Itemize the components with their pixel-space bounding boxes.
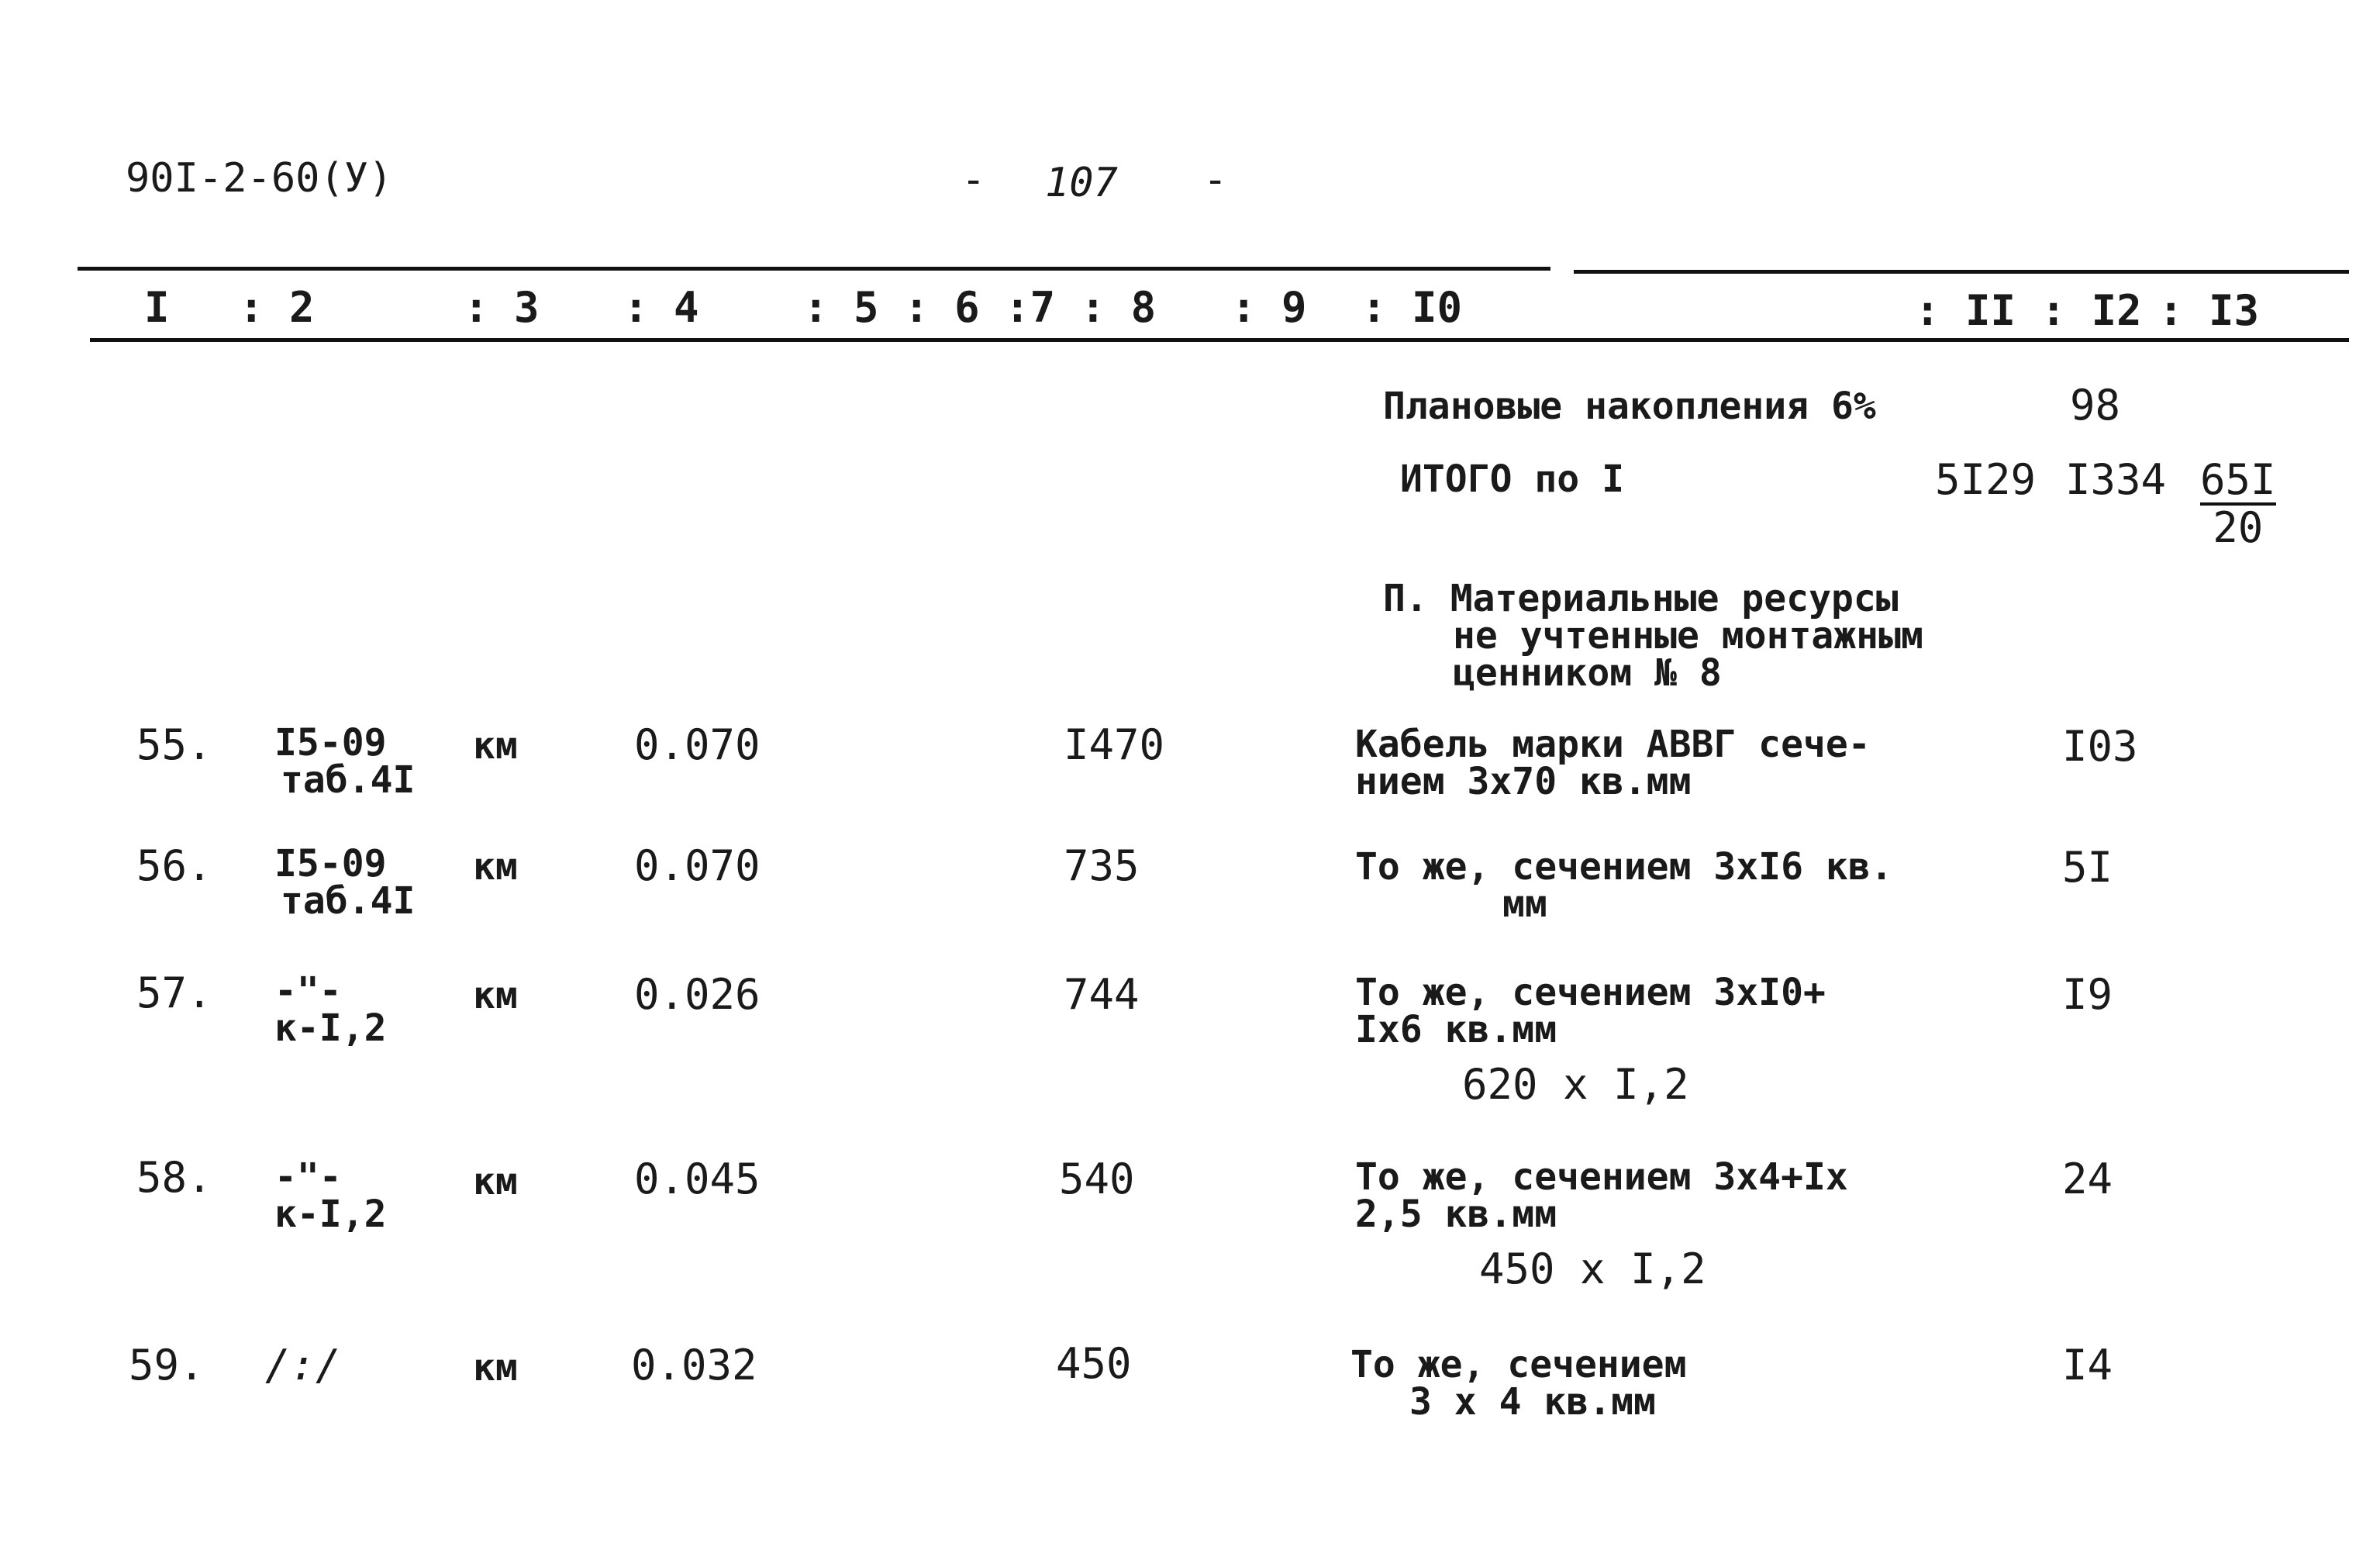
section-title-line-1: П. Материальные ресурсы bbox=[1383, 577, 1899, 620]
row-description-line-2: мм bbox=[1502, 882, 1547, 926]
column-header-10: : I0 bbox=[1361, 283, 1463, 332]
table-header-bottom-rule bbox=[90, 338, 2349, 342]
planned-savings-value: 98 bbox=[2070, 381, 2121, 430]
row-code-line-1: I5-09 bbox=[274, 721, 387, 765]
table-top-rule-left bbox=[78, 267, 1550, 271]
row-description-line-2: Iх6 кв.мм bbox=[1355, 1008, 1557, 1051]
row-description-line-1: То же, сечением bbox=[1350, 1343, 1687, 1386]
row-description-line-1: То же, сечением 3хI6 кв. bbox=[1355, 845, 1893, 889]
total-col13-numerator: 65I bbox=[2200, 455, 2276, 504]
row-col12: I4 bbox=[2062, 1341, 2113, 1390]
planned-savings-label: Плановые накопления 6% bbox=[1383, 385, 1876, 428]
column-header-5-8: : 5 : 6 :7 : 8 bbox=[803, 283, 1157, 332]
row-quantity: 0.032 bbox=[631, 1341, 757, 1390]
column-header-4: : 4 bbox=[623, 283, 699, 332]
document-code: 90I-2-60(У) bbox=[126, 155, 393, 202]
row-price: 540 bbox=[1059, 1155, 1135, 1203]
row-description-line-1: То же, сечением 3хI0+ bbox=[1355, 971, 1826, 1014]
row-number: 58. bbox=[136, 1153, 212, 1202]
row-number: 59. bbox=[129, 1341, 205, 1390]
row-description-line-2: нием 3х70 кв.мм bbox=[1355, 760, 1692, 803]
row-description bbox=[1355, 971, 1826, 1051]
row-description bbox=[1355, 723, 1871, 803]
row-unit: км bbox=[473, 724, 518, 768]
row-price: 450 bbox=[1056, 1339, 1132, 1388]
row-price: I470 bbox=[1064, 720, 1165, 769]
row-description-line-1: То же, сечением 3х4+Iх bbox=[1355, 1155, 1848, 1199]
row-price: 735 bbox=[1064, 841, 1140, 890]
row-quantity: 0.070 bbox=[634, 720, 761, 769]
row-code-line-2: таб.4I bbox=[281, 758, 416, 802]
row-code-line-2: таб.4I bbox=[281, 879, 416, 923]
row-code bbox=[274, 1155, 387, 1236]
row-description bbox=[1355, 845, 1893, 926]
row-number: 56. bbox=[136, 841, 212, 890]
row-number: 55. bbox=[136, 720, 212, 769]
section-title-line-2: не учтенные монтажным bbox=[1453, 614, 1923, 658]
row-unit: км bbox=[473, 845, 518, 889]
row-code bbox=[274, 842, 416, 923]
row-calculation: 620 х I,2 bbox=[1462, 1060, 1689, 1109]
total-col11: 5I29 bbox=[1935, 455, 2037, 504]
row-col12: 5I bbox=[2062, 843, 2113, 892]
column-header-3: : 3 bbox=[464, 283, 540, 332]
row-unit: км bbox=[473, 1160, 518, 1203]
row-code bbox=[274, 721, 416, 802]
row-description bbox=[1350, 1343, 1687, 1424]
row-price: 744 bbox=[1064, 970, 1140, 1019]
row-code-line-2: к-I,2 bbox=[274, 1193, 387, 1236]
row-col12: I03 bbox=[2062, 722, 2138, 771]
row-quantity: 0.026 bbox=[634, 970, 761, 1019]
row-col12: I9 bbox=[2062, 970, 2113, 1019]
row-number: 57. bbox=[136, 968, 212, 1017]
total-col13-fraction bbox=[2200, 455, 2276, 552]
total-col12: I334 bbox=[2065, 455, 2167, 504]
row-code-line-1: -"- bbox=[274, 1155, 342, 1199]
row-code: /:/ bbox=[265, 1341, 341, 1390]
section-title bbox=[1383, 577, 1923, 695]
row-description-line-1: Кабель марки АВВГ сече- bbox=[1355, 723, 1871, 766]
row-quantity: 0.045 bbox=[634, 1155, 761, 1203]
row-col12: 24 bbox=[2062, 1155, 2113, 1203]
total-label: ИТОГО по I bbox=[1400, 457, 1624, 501]
row-calculation: 450 х I,2 bbox=[1479, 1245, 1706, 1293]
row-code bbox=[274, 969, 387, 1050]
row-code-line-1: -"- bbox=[274, 969, 342, 1013]
page-marker-right: - bbox=[1203, 157, 1228, 203]
row-unit: км bbox=[473, 1346, 518, 1390]
row-quantity: 0.070 bbox=[634, 841, 761, 890]
row-description-line-2: 3 х 4 кв.мм bbox=[1409, 1380, 1656, 1424]
page-number: 107 bbox=[1045, 160, 1118, 206]
column-header-13: : I3 bbox=[2158, 286, 2260, 335]
table-top-rule-right bbox=[1574, 270, 2349, 274]
column-header-9: : 9 bbox=[1231, 283, 1307, 332]
column-header-1: I bbox=[144, 283, 170, 332]
row-description-line-2: 2,5 кв.мм bbox=[1355, 1193, 1557, 1236]
page-marker-left: - bbox=[961, 157, 986, 203]
column-header-2: : 2 bbox=[239, 283, 315, 332]
row-code-line-1: I5-09 bbox=[274, 842, 387, 886]
row-code-line-2: к-I,2 bbox=[274, 1006, 387, 1050]
section-title-line-3: ценником № 8 bbox=[1453, 651, 1722, 695]
row-description bbox=[1355, 1155, 1848, 1236]
row-unit: км bbox=[473, 974, 518, 1017]
total-col13-denominator: 20 bbox=[2213, 503, 2264, 552]
column-header-11-12: : II : I2 bbox=[1915, 286, 2142, 335]
